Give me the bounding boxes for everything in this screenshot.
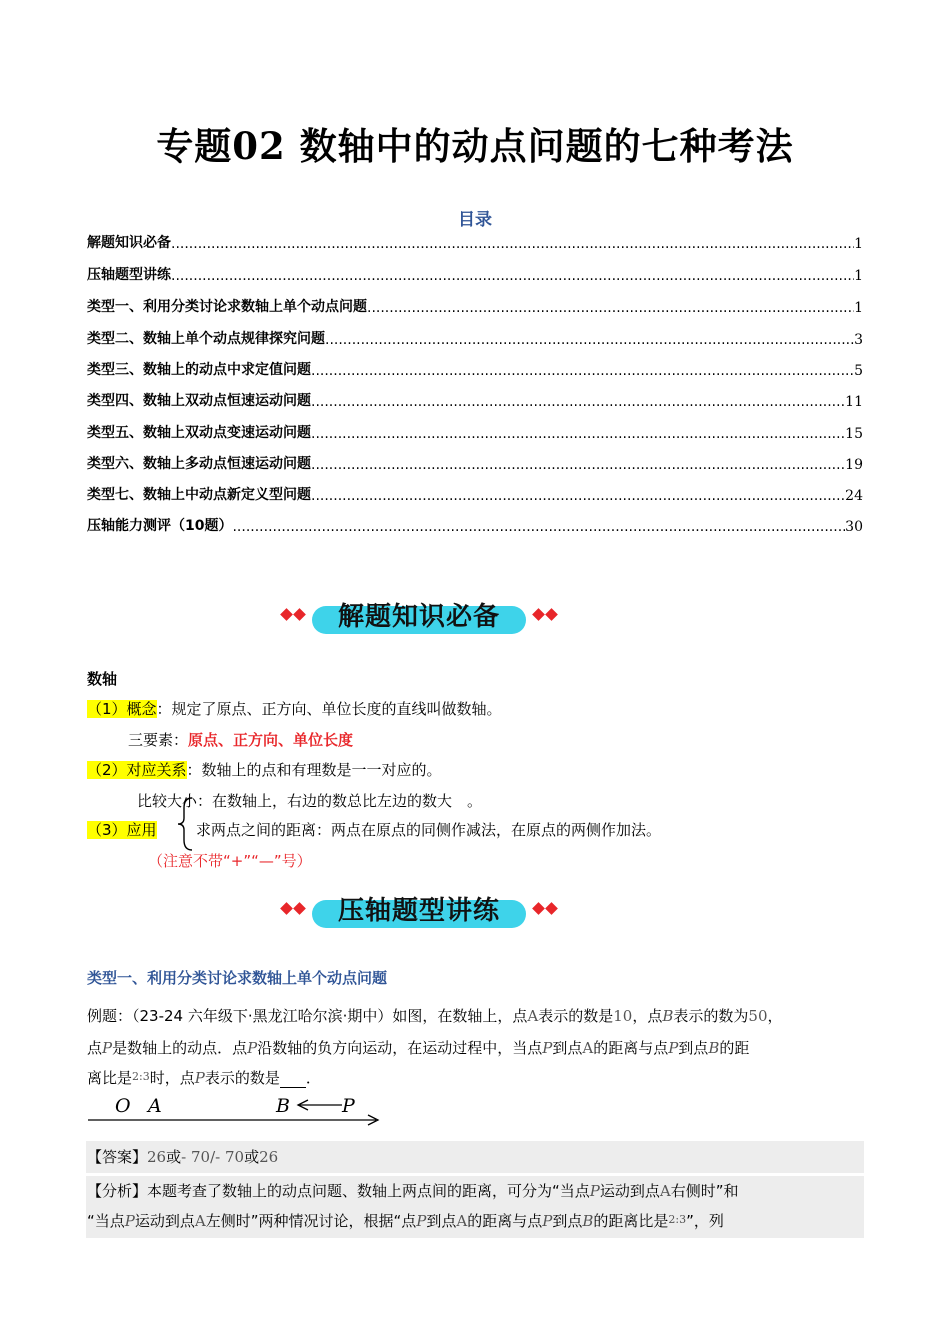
toc-entry-page: 11 <box>845 394 863 410</box>
number-line-diagram <box>86 1094 386 1130</box>
toc-leader-dots <box>171 236 854 252</box>
var-p: P <box>194 1069 205 1087</box>
text: 到点 <box>426 1212 457 1230</box>
text: 时，点 <box>149 1069 195 1087</box>
toc-entry-page: 30 <box>845 519 863 535</box>
var-p: P <box>247 1039 258 1057</box>
toc-entry-page: 19 <box>845 457 863 473</box>
ratio: 2:3 <box>132 1070 150 1083</box>
text: ，点 <box>632 1007 663 1025</box>
toc-leader-dots <box>367 300 854 316</box>
three-elements-line <box>128 729 353 750</box>
page-title: 专题02 数轴中的动点问题的七种考法 <box>156 124 794 168</box>
toc-entry-label: 类型四、数轴上双动点恒速运动问题 <box>87 393 311 409</box>
toc-entry-label: 类型六、数轴上多动点恒速运动问题 <box>87 456 311 472</box>
var-p: P <box>102 1039 113 1057</box>
brace-icon <box>176 796 196 852</box>
diamond-icon <box>280 608 293 621</box>
axis-label-o: O <box>115 1095 131 1117</box>
text: 例题：（23-24 六年级下·黑龙江哈尔滨·期中）如图，在数轴上，点 <box>87 1007 528 1025</box>
text: 是数轴上的动点．点 <box>112 1039 248 1057</box>
toc-entry-page: 1 <box>854 268 863 284</box>
toc-heading: 目录 <box>458 210 492 230</box>
toc-leader-dots <box>311 488 845 504</box>
note-line: （注意不带“+”“—”号） <box>148 852 312 870</box>
text: 表示的数为 <box>673 1007 749 1025</box>
toc-entry[interactable] <box>87 357 863 379</box>
num-50: 50 <box>748 1007 768 1025</box>
text: 左侧时”两种情况讨论，根据“点 <box>205 1212 417 1230</box>
text: 本题考查了数轴上的动点问题、数轴上两点间的距离，可分为“当点 <box>147 1182 590 1200</box>
var-p: P <box>542 1212 553 1230</box>
concept-tag: （1）概念 <box>87 700 157 718</box>
concept-text: ：规定了原点、正方向、单位长度的直线叫做数轴。 <box>156 700 502 718</box>
axis-label-b: B <box>276 1095 290 1117</box>
toc-leader-dots <box>171 268 854 284</box>
concept-line <box>87 698 502 719</box>
diamond-icon <box>293 902 306 915</box>
text: 的距离与点 <box>467 1212 543 1230</box>
text: 到点 <box>678 1039 709 1057</box>
text: ， <box>767 1007 783 1025</box>
var-a: A <box>527 1007 539 1025</box>
text: / <box>210 1148 216 1166</box>
text: 表示的数是 <box>204 1069 280 1087</box>
text: 运动到点 <box>599 1182 660 1200</box>
answer-value: 26 <box>147 1148 167 1166</box>
text: 或 <box>244 1148 260 1166</box>
toc-leader-dots <box>311 363 854 379</box>
type1-heading: 类型一、利用分类讨论求数轴上单个动点问题 <box>87 969 388 987</box>
answer-value: 26 <box>259 1148 279 1166</box>
text: “当点 <box>87 1212 125 1230</box>
diamond-icon <box>532 608 545 621</box>
answer-blank <box>280 1073 306 1088</box>
answer-tag: 【答案】 <box>87 1148 148 1166</box>
toc-entry-page: 5 <box>854 363 863 379</box>
var-p: P <box>542 1039 553 1057</box>
section-banner-knowledge <box>278 596 562 640</box>
toc-leader-dots <box>325 332 854 348</box>
analysis-tag: 【分析】 <box>87 1182 148 1200</box>
text: 运动到点 <box>134 1212 195 1230</box>
diamond-icon <box>293 608 306 621</box>
toc-entry-label: 类型三、数轴上的动点中求定值问题 <box>87 362 311 378</box>
toc-entry-label: 类型一、利用分类讨论求数轴上单个动点问题 <box>87 299 367 315</box>
text: 到点 <box>552 1212 583 1230</box>
example-line-2 <box>87 1037 749 1058</box>
var-p: P <box>416 1212 427 1230</box>
banner-title: 解题知识必备 <box>337 602 500 632</box>
toc-entry-page: 1 <box>854 300 863 316</box>
var-a: A <box>582 1039 594 1057</box>
text: 的距离与点 <box>593 1039 669 1057</box>
toc-entry[interactable] <box>87 420 863 442</box>
var-p: P <box>589 1182 600 1200</box>
text: 的距 <box>719 1039 750 1057</box>
application-line <box>87 819 157 840</box>
toc-entry[interactable] <box>87 230 863 252</box>
text: 点 <box>87 1039 103 1057</box>
analysis-line-1 <box>87 1180 739 1201</box>
toc-leader-dots <box>311 457 845 473</box>
knowledge-heading: 数轴 <box>87 670 118 688</box>
var-a: A <box>456 1212 468 1230</box>
toc-leader-dots <box>311 394 845 410</box>
toc-entry-page: 24 <box>845 488 863 504</box>
toc-entry-label: 类型二、数轴上单个动点规律探究问题 <box>87 331 325 347</box>
text: ”，列 <box>686 1212 724 1230</box>
var-b: B <box>708 1039 720 1057</box>
toc-entry-label: 压轴题型讲练 <box>87 267 171 283</box>
num-10: 10 <box>613 1007 633 1025</box>
ratio: 2:3 <box>668 1213 687 1226</box>
example-line-1 <box>87 1005 783 1026</box>
distance-line: 求两点之间的距离：两点在原点的同侧作减法，在原点的两侧作加法。 <box>196 821 662 839</box>
three-elements-label: 三要素： <box>128 731 189 749</box>
text: 或 <box>166 1148 182 1166</box>
diamond-icon <box>280 902 293 915</box>
toc-entry[interactable] <box>87 294 863 316</box>
answer-line <box>87 1146 278 1167</box>
axis-label-p: P <box>342 1095 355 1117</box>
diamond-icon <box>532 902 545 915</box>
var-b: B <box>582 1212 594 1230</box>
var-p: P <box>668 1039 679 1057</box>
toc-entry-page: 15 <box>845 426 863 442</box>
example-line-3 <box>87 1067 321 1088</box>
toc-entry-label: 类型五、数轴上双动点变速运动问题 <box>87 425 311 441</box>
text: ． <box>305 1069 321 1087</box>
three-elements-value: 原点、正方向、单位长度 <box>188 731 354 749</box>
analysis-line-2 <box>87 1210 724 1231</box>
toc-entry[interactable] <box>87 451 863 473</box>
toc-entry[interactable] <box>87 262 863 284</box>
compare-line: 比较大小：在数轴上，右边的数总比左边的数大 。 <box>137 792 483 810</box>
toc-leader-dots <box>311 426 845 442</box>
var-a: A <box>659 1182 671 1200</box>
toc-entry[interactable] <box>87 482 863 504</box>
var-p: P <box>124 1212 135 1230</box>
text: 到点 <box>552 1039 583 1057</box>
toc-entry-page: 1 <box>854 236 863 252</box>
text: 右侧时”和 <box>670 1182 739 1200</box>
toc-entry[interactable] <box>87 326 863 348</box>
text: 沿数轴的负方向运动，在运动过程中，当点 <box>257 1039 543 1057</box>
text: 的距离比是 <box>593 1212 669 1230</box>
toc-entry[interactable] <box>87 388 863 410</box>
text: 表示的数是 <box>538 1007 614 1025</box>
diamond-icon <box>545 608 558 621</box>
correspondence-text: ：数轴上的点和有理数是一一对应的。 <box>186 761 442 779</box>
toc-entry[interactable] <box>87 513 863 535</box>
correspondence-tag: （2）对应关系 <box>87 761 187 779</box>
correspondence-line <box>87 759 442 780</box>
application-tag: （3）应用 <box>87 821 157 839</box>
var-b: B <box>662 1007 674 1025</box>
section-banner-practice <box>278 890 562 934</box>
answer-value: - 70 <box>181 1148 211 1166</box>
var-a: A <box>194 1212 206 1230</box>
text: 离比是 <box>87 1069 133 1087</box>
toc-entry-page: 3 <box>854 332 863 348</box>
diamond-icon <box>545 902 558 915</box>
toc-leader-dots <box>232 519 845 535</box>
axis-label-a: A <box>148 1095 162 1117</box>
toc-entry-label: 类型七、数轴上中动点新定义型问题 <box>87 487 311 503</box>
toc-entry-label: 解题知识必备 <box>87 235 171 251</box>
answer-value: - 70 <box>215 1148 245 1166</box>
banner-title: 压轴题型讲练 <box>337 896 500 926</box>
toc-entry-label: 压轴能力测评（10题） <box>87 518 233 534</box>
